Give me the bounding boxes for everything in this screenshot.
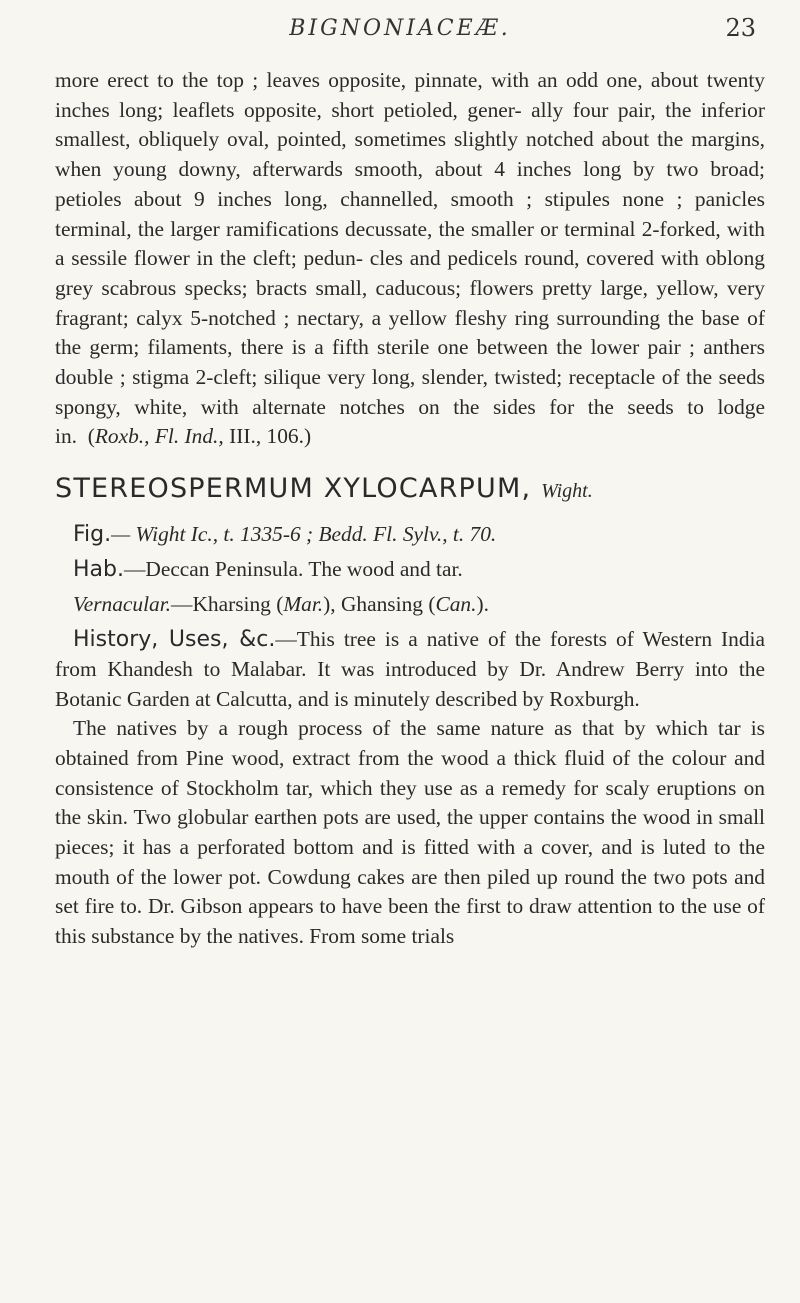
running-title: BIGNONIACEÆ. xyxy=(289,16,511,41)
vernacular-entry xyxy=(55,587,765,621)
hab-entry xyxy=(55,552,765,587)
vernacular-label: Vernacular. xyxy=(73,592,172,617)
body-text xyxy=(55,66,765,952)
species-name: STEREOSPERMUM XYLOCARPUM, xyxy=(55,473,532,505)
hab-label: Hab. xyxy=(73,557,124,583)
vernacular-text-2: ), Ghansing ( xyxy=(323,592,436,617)
fig-label: Fig. xyxy=(73,522,112,548)
species-heading xyxy=(55,469,765,511)
continuation-paragraph xyxy=(55,66,765,452)
reference-open: ( xyxy=(87,424,95,449)
history-entry xyxy=(55,625,765,714)
reference-source: Roxb., Fl. Ind., xyxy=(94,424,224,449)
page-header xyxy=(0,12,800,52)
page-number: 23 xyxy=(725,14,756,42)
fig-entry xyxy=(55,517,765,552)
description-text: more erect to the top ; leaves opposite, pinnate, with an odd one, about twenty inches long; leaflets opposite, short petioled, gener- ally four pair, the inferior smallest, obliquely oval, pointed, sometimes slightly notched about the margins, when young downy, afterwards smooth, about 4 inches long by two broad; petioles about 9 inches long, channelled, smooth ; stipules none ; panicles terminal, the larger ramifications decussate, the smaller or terminal 2-forked, with a sessile flower in the cleft; pedun- cles and pedicels round, covered with oblong grey scabrous specks; bracts small, caducous; flowers pretty large, yellow, very fragrant; calyx 5-notched ; nectary, a yellow fleshy ring surrounding the base of the germ; filaments, there is a fifth sterile one between the lower pair ; anthers double ; stigma 2-cleft; silique very long, slender, twisted; receptacle of the seeds spongy, white, with alternate notches on the sides for the seeds to lodge in. xyxy=(55,68,765,449)
history-text: —This tree is a native of the forests of Western India from Khandesh to Malabar. It was introduced by Dr. Andrew Berry into the Botanic Garden at Calcutta, and is minutely described by Roxburgh. xyxy=(55,627,765,711)
fig-text: — Wight Ic., t. 1335-6 ; Bedd. Fl. Sylv., t. 70. xyxy=(111,522,497,547)
natives-paragraph: The natives by a rough process of the same nature as that by which tar is obtained from Pine wood, extract from the wood a thick fluid of the colour and consistence of Stockholm tar, which they use as a remedy for scaly eruptions on the skin. Two globular earthen pots are used, the upper contains the wood in small pieces; it has a perforated bottom and is fitted with a cover, and is luted to the mouth of the lower pot. Cowdung cakes are then piled up round the two pots and set fire to. Dr. Gibson appears to have been the first to draw attention to the use of this substance by the natives. From some trials xyxy=(55,716,765,949)
hab-text: —Deccan Peninsula. The wood and tar. xyxy=(123,557,463,582)
vernacular-lang-1: Mar. xyxy=(283,592,324,617)
species-author: Wight. xyxy=(541,480,593,503)
vernacular-text-1: —Kharsing ( xyxy=(171,592,284,617)
reference-rest: III., 106.) xyxy=(223,424,312,449)
history-label: History, Uses, &c. xyxy=(73,627,276,653)
vernacular-lang-2: Can. xyxy=(435,592,477,617)
vernacular-text-3: ). xyxy=(476,592,489,617)
